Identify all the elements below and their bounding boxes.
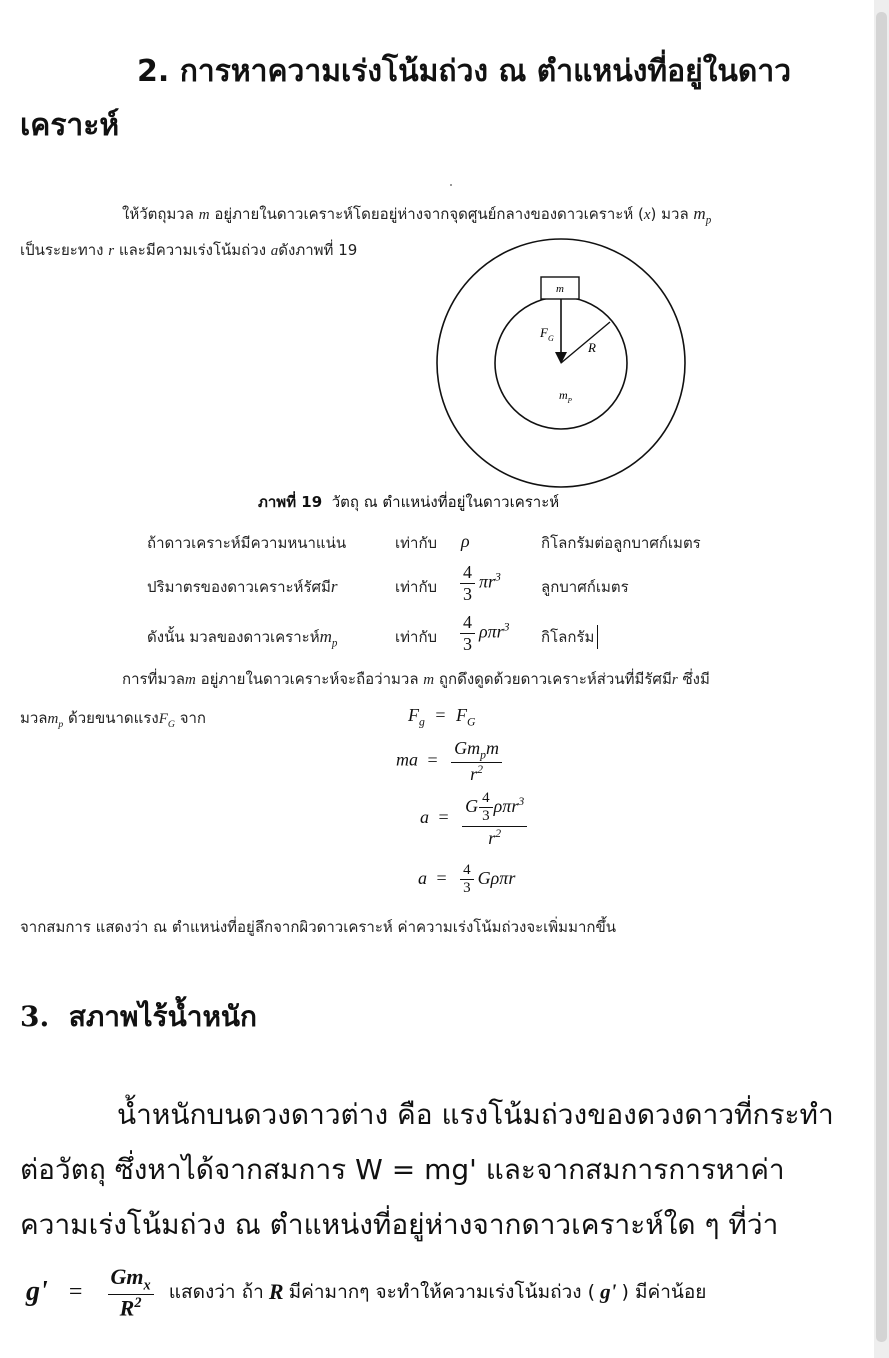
scrollbar-thumb[interactable] [876, 12, 887, 1342]
row3-unit: กิโลกรัม [541, 625, 598, 649]
gravity-formula-line: g' = $\frac{Gm_x}{R^2}$ แสดงว่า ถ้า R มีค่ามากๆ จะทำให้ความเร่งโน้มถ่วง ( g' ) มีค่าน้อย [26, 1264, 707, 1321]
radius-label: R [588, 340, 596, 355]
derivation-line-1: การที่มวลm อยู่ภายในดาวเคราะห์จะถือว่ามวล m ถูกดึงดูดด้วยดาวเคราะห์ส่วนที่มีรัศมีr ซึ่งมี [122, 670, 710, 688]
row1-unit: กิโลกรัมต่อลูกบาศก์เมตร [541, 534, 701, 552]
section-2-title-line1: 2. การหาความเร่งโน้มถ่วง ณ ตำแหน่งที่อยู่ในดาว [137, 54, 792, 89]
equation-1: $F_g = F_G$ [408, 705, 476, 729]
section-2-title-line2: เคราะห์ [20, 108, 120, 143]
derivation-conclusion: จากสมการ แสดงว่า ณ ตำแหน่งที่อยู่ลึกจากผิวดาวเคราะห์ ค่าความเร่งโน้มถ่วงจะเพิ่มมากขึ้น [20, 918, 616, 936]
equation-3: a = G $\frac{4}{3}$ ρπr$^3$ $r^2$ [420, 790, 531, 848]
force-label: $F_G$ [540, 325, 554, 343]
planet-mass-label: $m_P$ [559, 388, 572, 405]
row1-symbol: ρ [461, 531, 470, 551]
row3-eq: เท่ากับ [395, 628, 438, 646]
derivation-line-2: มวล$m_p$ ด้วยขนาดแรง$F_G$ จาก [20, 709, 206, 730]
row1-eq: เท่ากับ [395, 534, 438, 552]
row1-label: ถ้าดาวเคราะห์มีความหนาแน่น [147, 534, 347, 552]
radius-line [561, 322, 610, 363]
section-3-para-line1: น้ำหนักบนดวงดาวต่าง คือ แรงโน้มถ่วงของดวงดาวที่กระทำ [117, 1098, 834, 1131]
intro-line-2: เป็นระยะทาง r และมีความเร่งโน้มถ่วง aดังภาพที่ 19 [20, 241, 358, 259]
equation-4: a = $\frac{4}{3}$ Gρπr [418, 862, 516, 897]
intro-line-1: ให้วัตถุมวล m อยู่ภายในดาวเคราะห์โดยอยู่ห่างจากจุดศูนย์กลางของดาวเคราะห์ (x) มวล $m_p$ [122, 204, 712, 227]
section-3-para-line2: ต่อวัตถุ ซึ่งหาได้จากสมการ W = mg' และจากสมการการหาค่า [20, 1153, 785, 1186]
vertical-scrollbar[interactable] [874, 0, 889, 1358]
figure-caption: ภาพที่ 19 วัตถุ ณ ตำแหน่งที่อยู่ในดาวเคราะห์ [258, 493, 560, 511]
row3-label: ดังนั้น มวลของดาวเคราะห์$m_p$ [147, 627, 338, 650]
mass-box-label: m [556, 283, 564, 295]
row2-volume-expr: $\frac{4}{3}$ $\pi r^3$ [456, 562, 501, 604]
row2-label: ปริมาตรของดาวเคราะห์รัศมีr [147, 577, 338, 596]
figure-19-diagram [430, 180, 700, 500]
section-3-para-line3: ความเร่งโน้มถ่วง ณ ตำแหน่งที่อยู่ห่างจากดาวเคราะห์ใด ๆ ที่ว่า [20, 1208, 779, 1241]
equation-2: ma = $\frac{Gm_pm}{r^2}$ [396, 738, 506, 785]
row2-eq: เท่ากับ [395, 578, 438, 596]
section-3-heading: 3. สภาพไร้น้ำหนัก [20, 1000, 257, 1033]
row3-mass-expr: $\frac{4}{3}$ ρπr$^3$ [456, 612, 510, 654]
row2-unit: ลูกบาศก์เมตร [541, 578, 629, 596]
